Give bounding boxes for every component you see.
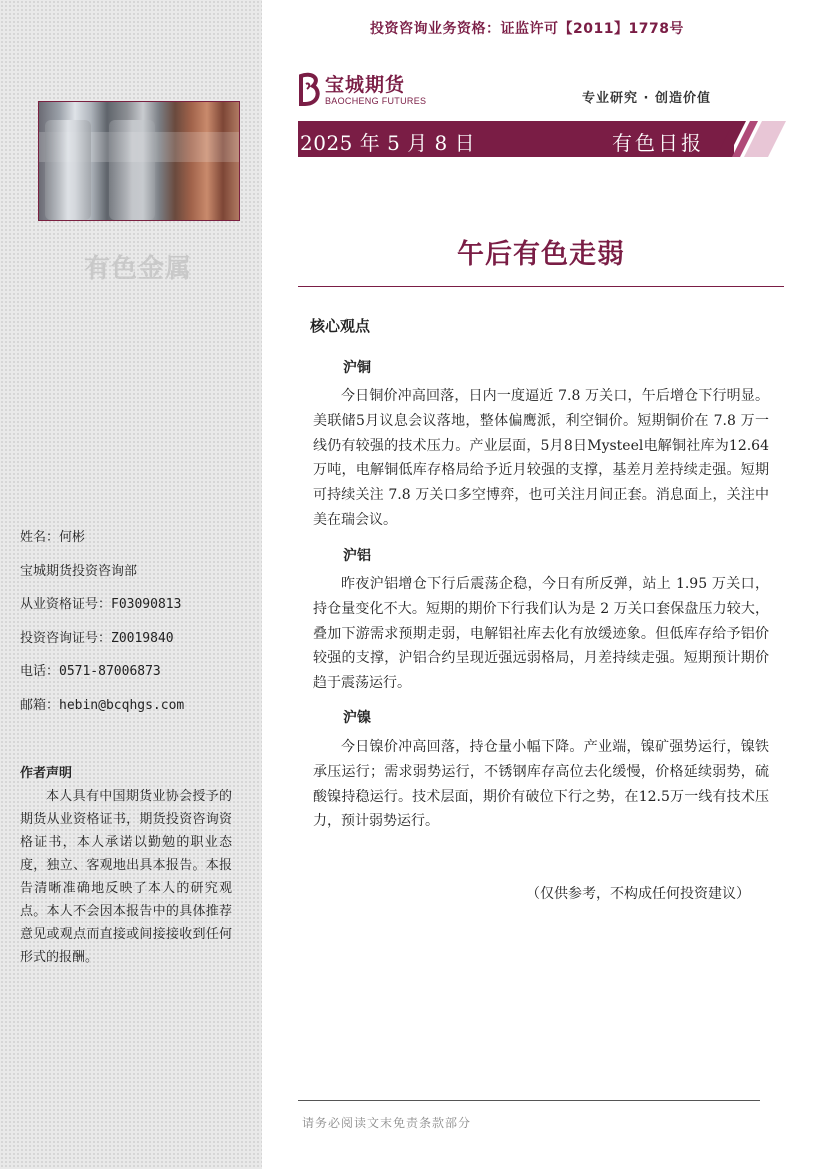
slogan: 专业研究 · 创造价值 xyxy=(582,91,711,106)
author-name: 姓名：何彬 xyxy=(20,530,86,545)
section-text-aluminum: 昨夜沪铝增仓下行后震荡企稳，今日有所反弹，站上 1.95 万关口，持仓量变化不大。短期的期价下行我们认为是 2 万关口套保盘压力较大，叠加下游需求预期走弱，电解铝社库去化有放缓迹象。但低库存给予铝价较强的支撑，沪铝合约呈现近强远弱格局，月差持续走强。短期预计期价趋于震荡运行。 xyxy=(313,576,769,692)
footer-divider xyxy=(298,1100,760,1101)
author-statement xyxy=(20,762,232,969)
title-divider xyxy=(298,286,784,287)
section-heading-nickel: 沪镍 xyxy=(343,710,371,726)
section-heading-copper: 沪铜 xyxy=(343,360,371,376)
author-dept: 宝城期货投资咨询部 xyxy=(20,563,138,579)
report-date: 2025 年 5 月 8 日 xyxy=(300,131,476,155)
section-heading-aluminum: 沪铝 xyxy=(343,548,371,564)
section-text-copper: 今日铜价冲高回落，日内一度逼近 7.8 万关口，午后增仓下行明显。美联储5月议息会议落地，整体偏鹰派，利空铜价。短期铜价在 7.8 万一线仍有较强的技术压力。产业层面，5月8日Mysteel电解铜社库为12.64万吨，电解铜低库存格局给予近月较强的支撑，基差月差持续走强。短期可持续关注 7.8 万关口多空博弈，也可关注月间正套。消息面上，关注中美在瑞会议。 xyxy=(313,388,769,528)
logo-chinese: 宝城期货 xyxy=(325,74,406,96)
report-type: 有色日报 xyxy=(612,131,704,155)
company-logo xyxy=(297,70,437,112)
footer-text: 请务必阅读文末免责条款部分 xyxy=(302,1116,472,1130)
section-text-nickel: 今日镍价冲高回落，持仓量小幅下降。产业端，镍矿强势运行，镍铁承压运行；需求弱势运行，不锈钢库存高位去化缓慢，价格延续弱势，硫酸镍持稳运行。技术层面，期价有破位下行之势，在12.5万一线有技术压力，预计弱势运行。 xyxy=(313,739,769,830)
logo-english: BAOCHENG FUTURES xyxy=(325,96,427,106)
banner-stripes xyxy=(716,121,786,157)
author-qualification: 从业资格证号：F03090813 xyxy=(20,597,182,612)
license-text: 投资咨询业务资格：证监许可【2011】1778号 xyxy=(370,21,684,37)
sidebar xyxy=(0,0,262,1169)
author-email[interactable]: 邮箱：hebin@bcqhgs.com xyxy=(20,697,185,713)
logo-icon xyxy=(297,72,323,108)
author-invest-license: 投资咨询证号：Z0019840 xyxy=(20,630,174,646)
core-heading: 核心观点 xyxy=(310,317,371,335)
category-title: 有色金属 xyxy=(83,254,192,284)
statement-text: 本人具有中国期货业协会授予的期货从业资格证书，期货投资咨询资格证书，本人承诺以勤勉的职业态度，独立、客观地出具本报告。本报告清晰准确地反映了本人的研究观点。本人不会因本报告中的具体推荐意见或观点而直接或间接接收到任何形式的报酬。 xyxy=(20,789,232,965)
author-info xyxy=(20,526,184,727)
reference-note: （仅供参考，不构成任何投资建议） xyxy=(526,886,750,902)
page-title: 午后有色走弱 xyxy=(457,239,625,270)
author-phone: 电话：0571-87006873 xyxy=(20,664,161,679)
statement-title: 作者声明 xyxy=(20,766,73,781)
metal-photo xyxy=(38,101,240,221)
